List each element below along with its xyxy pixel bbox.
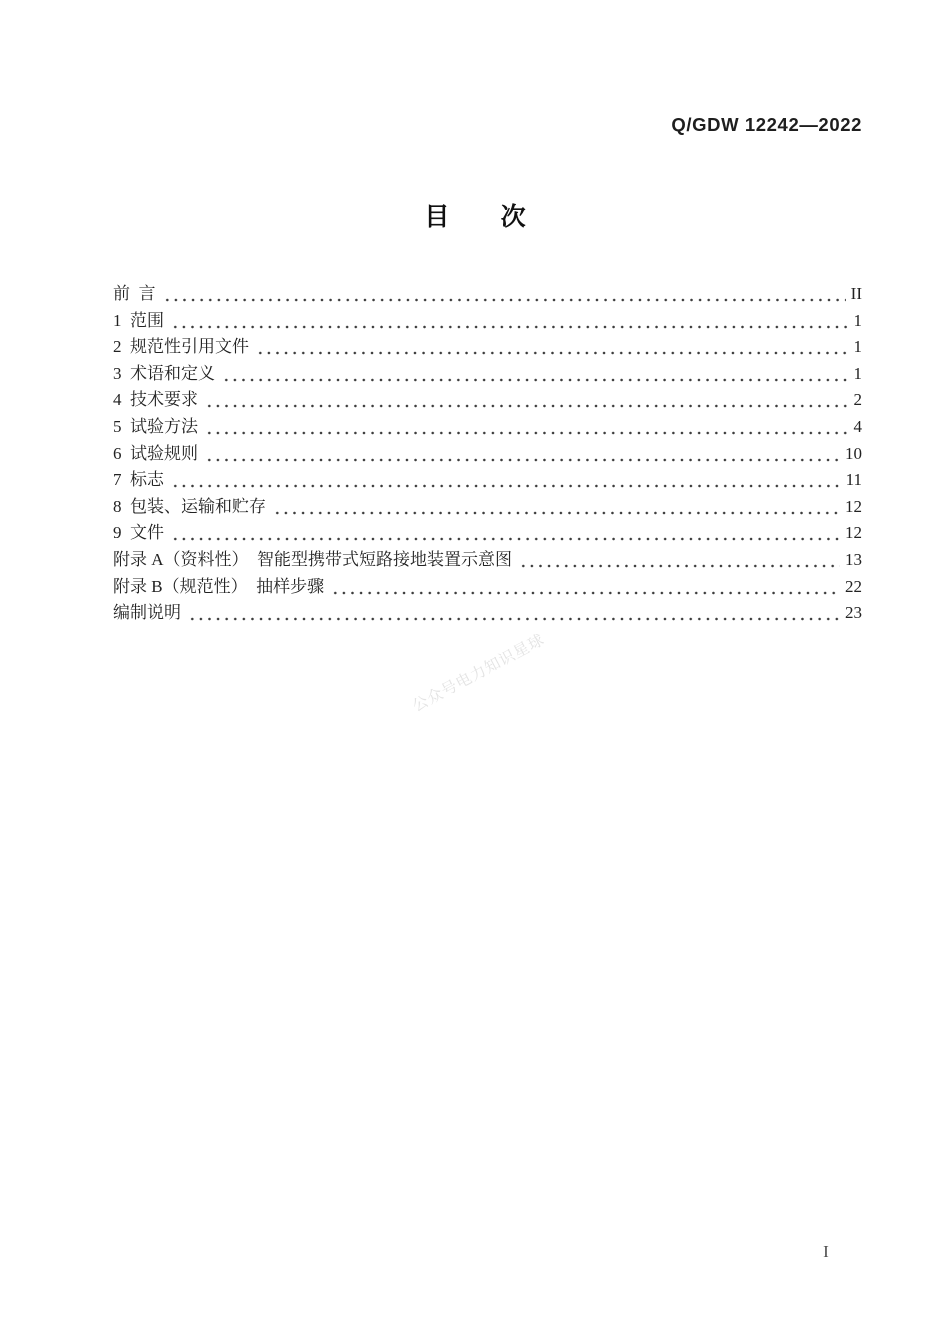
toc-leader-dots bbox=[273, 494, 840, 521]
toc-entry-page: 1 bbox=[853, 363, 862, 383]
toc-entry bbox=[113, 308, 862, 335]
toc-leader-dots bbox=[331, 574, 840, 601]
toc-leader-dots bbox=[222, 361, 849, 388]
toc-entry bbox=[113, 334, 862, 361]
toc-entry-page: 1 bbox=[853, 310, 862, 330]
toc-entry bbox=[113, 467, 862, 494]
toc-entry-page: II bbox=[850, 284, 862, 303]
toc-entry bbox=[113, 494, 862, 521]
toc-leader-dots bbox=[519, 547, 840, 574]
toc-leader-dots bbox=[205, 387, 849, 414]
toc-entry bbox=[113, 574, 862, 601]
toc-entry bbox=[113, 281, 862, 308]
table-of-contents bbox=[113, 281, 862, 627]
toc-entry-label: 9 文件 bbox=[113, 523, 164, 543]
toc-entry bbox=[113, 547, 862, 574]
toc-entry-label: 8 包装、运输和贮存 bbox=[113, 496, 266, 516]
toc-entry bbox=[113, 441, 862, 468]
watermark-text: 公众号电力知识星球 bbox=[409, 631, 548, 716]
toc-leader-dots bbox=[205, 414, 849, 441]
toc-entry-label: 6 试验规则 bbox=[113, 443, 198, 463]
toc-entry bbox=[113, 387, 862, 414]
toc-leader-dots bbox=[171, 467, 841, 494]
toc-entry-page: 23 bbox=[845, 603, 862, 623]
toc-entry bbox=[113, 520, 862, 547]
toc-entry-page: 4 bbox=[853, 416, 862, 436]
toc-entry-label: 5 试验方法 bbox=[113, 416, 198, 436]
toc-entry bbox=[113, 600, 862, 627]
toc-entry-page: 12 bbox=[845, 523, 862, 543]
toc-leader-dots bbox=[163, 281, 846, 308]
toc-entry-label: 前 言 bbox=[113, 284, 156, 303]
toc-entry-label: 7 标志 bbox=[113, 470, 164, 490]
toc-entry-page: 11 bbox=[845, 470, 862, 490]
document-code: Q/GDW 12242—2022 bbox=[671, 114, 862, 135]
toc-entry-page: 1 bbox=[853, 337, 862, 357]
toc-entry-label: 附录 A（资料性） 智能型携带式短路接地装置示意图 bbox=[113, 549, 513, 569]
toc-leader-dots bbox=[205, 441, 840, 468]
page-number: I bbox=[823, 1242, 829, 1261]
toc-leader-dots bbox=[171, 308, 849, 335]
toc-entry bbox=[113, 361, 862, 388]
toc-leader-dots bbox=[188, 600, 840, 627]
toc-entry-label: 编制说明 bbox=[113, 603, 181, 623]
toc-entry-page: 10 bbox=[845, 443, 862, 463]
toc-entry-label: 2 规范性引用文件 bbox=[113, 337, 249, 357]
toc-entry-page: 13 bbox=[845, 549, 862, 569]
toc-entry-page: 22 bbox=[845, 576, 862, 596]
toc-entry-label: 1 范围 bbox=[113, 310, 164, 330]
toc-entry-page: 2 bbox=[853, 390, 862, 410]
toc-leader-dots bbox=[256, 334, 849, 361]
toc-entry-label: 3 术语和定义 bbox=[113, 363, 215, 383]
toc-entry-label: 4 技术要求 bbox=[113, 390, 198, 410]
toc-entry-label: 附录 B（规范性） 抽样步骤 bbox=[113, 576, 325, 596]
toc-entry bbox=[113, 414, 862, 441]
toc-entry-page: 12 bbox=[845, 496, 862, 516]
page-title: 目 次 bbox=[424, 204, 526, 231]
toc-leader-dots bbox=[171, 520, 840, 547]
